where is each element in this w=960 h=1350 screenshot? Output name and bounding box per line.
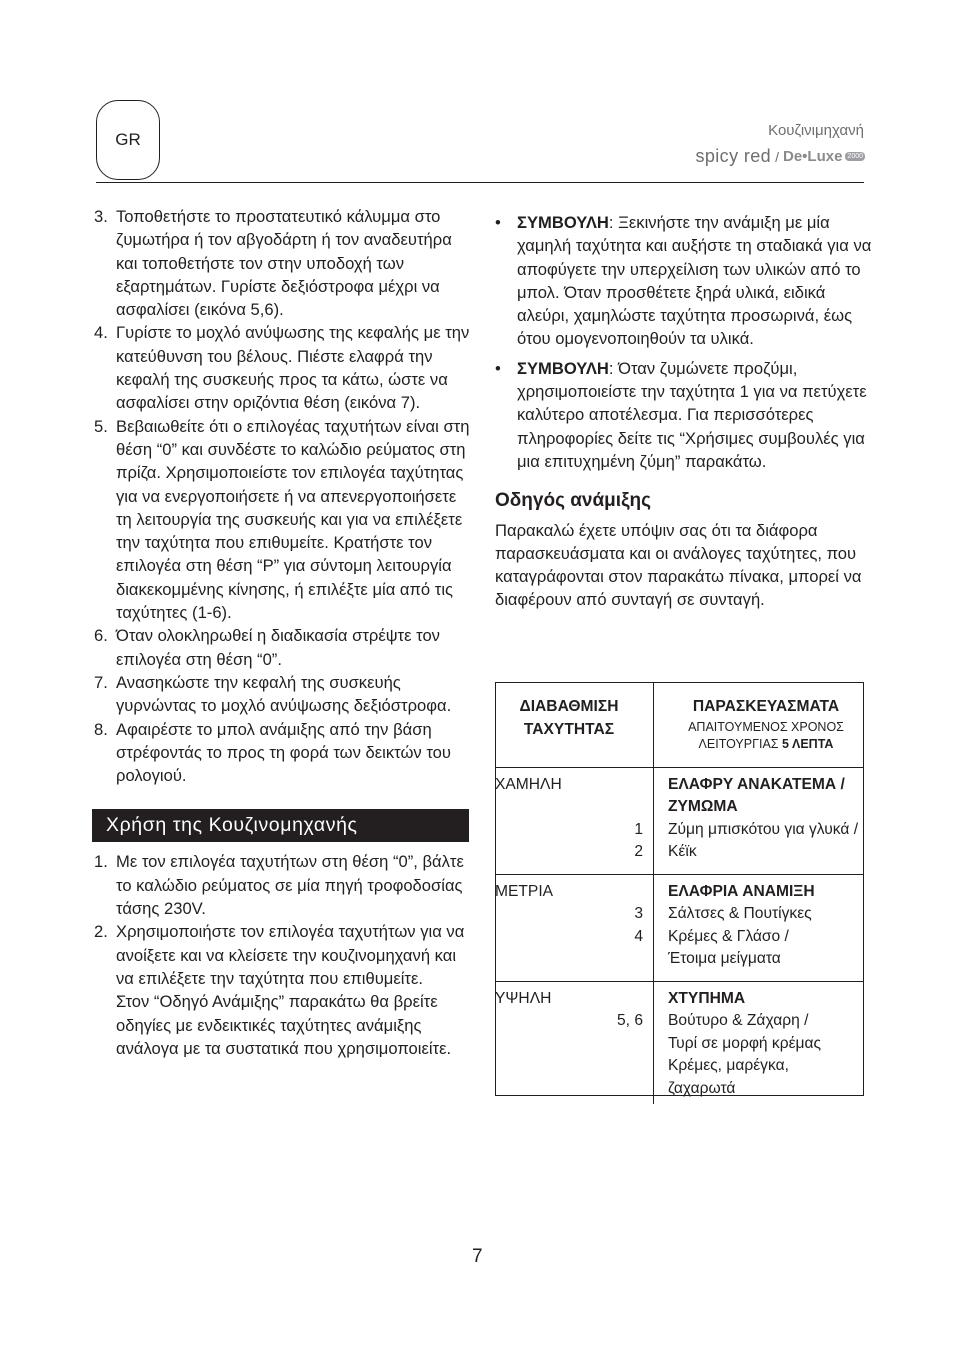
step-number: 1.: [94, 852, 108, 872]
speed-name: ΜΕΤΡΙΑ: [495, 874, 654, 903]
step-text: Με τον επιλογέα ταχυτήτων στη θέση “0”, βάλτε το καλώδιο ρεύματος σε μία πηγή τροφοδοσίας τάσης 230V.: [116, 852, 464, 919]
step-item: [94, 671, 474, 718]
step-text: Ανασηκώστε την κεφαλή της συσκευής γυρνώντας το μοχλό ανύψωσης δεξιόστροφα.: [116, 672, 452, 716]
tip-text: : Ξεκινήστε την ανάμιξη με μία χαμηλή ταχύτητα και αυξήστε τη σταδιακά για να αποφύγετε την υπερχείλιση των υλικών από το μπολ. Όταν προσθέτετε ξηρά υλικά, ειδικά αλεύρι, χαμηλώστε ταχύτητα προσωρινά, έως ότου ομογενοποιηθούν τα υλικά.: [517, 213, 872, 349]
step-number: 2.: [94, 922, 108, 942]
step-number: 8.: [94, 719, 108, 739]
step-number: 6.: [94, 626, 108, 646]
step-item: [94, 920, 474, 990]
speed-values: [495, 819, 654, 875]
tip-item: [495, 357, 875, 473]
tip-text: : Όταν ζυμώνετε προζύμι, χρησιμοποιείστε την ταχύτητα 1 για να πετύχετε καλύτερο αποτέλεσμα. Για περισσότερες πληροφορίες δείτε τις “Χρήσιμες συμβουλές για μια επιτυχημένη ζύμη” παρακάτω.: [517, 358, 867, 471]
table-row: [495, 903, 864, 981]
step-item: [94, 415, 474, 625]
step-text: Χρησιμοποιήστε τον επιλογέα ταχυτήτων για να ανοίξετε και να κλείσετε την κουζινομηχανή και να επιλέξετε την ταχύτητα που επιθυμείτε.: [116, 922, 465, 988]
step-item: [94, 850, 474, 920]
step-text: Στον “Οδηγό Ανάμιξης” παρακάτω θα βρείτε οδηγίες με ενδεικτικές ταχύτητες ανάμιξης ανάλογα με τα συστατικά που χρησιμοποιείτε.: [116, 992, 452, 1058]
header-divider: [96, 182, 864, 183]
language-badge: [96, 100, 160, 180]
speed-name: ΥΨΗΛΗ: [495, 981, 654, 1010]
bullet-icon: •: [495, 213, 501, 232]
usage-steps: [94, 850, 474, 1060]
left-column: [94, 205, 474, 1060]
table-header-row: [495, 682, 864, 767]
step-text: Βεβαιωθείτε ότι ο επιλογέας ταχυτήτων είναι στη θέση “0” και συνδέστε το καλώδιο ρεύματος στη πρίζα. Χρησιμοποιείστε τον επιλογέα ταχύτητας για να ενεργοποιήσετε ή να απενεργοποιήσετε τη λειτουργία της συσκευής και για να επιλέξετε την ταχύτητα που επιθυμείτε. Κρατήστε τον επιλογέα στη θέση “P” για σύντομη λειτουργία διακεκομμένης κίνησης, ή επιλέξτε μία από τις ταχύτητες (1-6).: [116, 416, 470, 623]
step-item: [94, 205, 474, 321]
speed-name: ΧΑΜΗΛΗ: [495, 767, 654, 819]
brand-separator: /: [775, 148, 779, 165]
speed-values: [495, 903, 654, 981]
prep-items: Ζύμη μπισκότου για γλυκά / Κέϊκ: [654, 819, 865, 875]
header-preparations: [654, 682, 865, 767]
header-prep-title: ΠΑΡΑΣΚΕΥΑΣΜΑΤΑ: [692, 698, 840, 715]
header-speed: ΔΙΑΒΑΘΜΙΣΗ ΤΑΧΥΤΗΤΑΣ: [495, 682, 654, 767]
mixing-guide-heading: Οδηγός ανάμιξης: [495, 490, 652, 512]
speed-number: 5, 6: [616, 1012, 643, 1029]
speed-number: 3 4: [634, 905, 643, 945]
step-item: [94, 718, 474, 788]
mixing-guide-table: [495, 682, 864, 1104]
brand-tag: 2000: [847, 153, 863, 160]
brand-model: spicy red: [695, 146, 772, 166]
step-number: 5.: [94, 416, 108, 436]
section-title-bar: Χρήση της Κουζινομηχανής: [92, 809, 469, 842]
table-row: [495, 767, 864, 819]
prep-items: Σάλτσες & Πουτίγκες Κρέμες & Γλάσο / Έτοιμα μείγματα: [654, 903, 865, 981]
brand-logo: [695, 146, 865, 167]
page-number: 7: [472, 1246, 483, 1267]
right-column: [495, 211, 875, 612]
prep-category: ΕΛΑΦΡΙΑ ΑΝΑΜΙΞΗ: [668, 882, 815, 900]
step-item: [94, 990, 474, 1060]
speed-values: [495, 1010, 654, 1104]
tip-item: [495, 211, 875, 351]
table-row: [495, 1010, 864, 1104]
step-text: Όταν ολοκληρωθεί η διαδικασία στρέψτε τον επιλογέα στη θέση “0”.: [116, 626, 440, 669]
mixing-guide-intro: Παρακαλώ έχετε υπόψιν σας ότι τα διάφορα παρασκευάσματα και οι ανάλογες ταχύτητες, που καταγράφονται στον παρακάτω πίνακα, μπορεί να διαφέρουν από συνταγή σε συνταγή.: [495, 520, 862, 610]
prep-category: ΕΛΑΦΡΥ ΑΝΑΚΑΤΕΜΑ / ΖΥΜΩΜΑ: [668, 775, 845, 815]
step-text: Γυρίστε το μοχλό ανύψωσης της κεφαλής με την κατεύθυνση του βέλους. Πιέστε ελαφρά την κεφαλή της συσκευής προς τα κάτω, ώστε να ασφαλίσει στην οριζόντια θέση (εικόνα 7).: [116, 323, 470, 413]
time-label: ΑΠΑΙΤΟΥΜΕΝΟΣ ΧΡΟΝΟΣ ΛΕΙΤΟΥΡΓΙΑΣ: [688, 719, 844, 751]
step-item: [94, 321, 474, 414]
step-text: Τοποθετήστε το προστατευτικό κάλυμμα στο ζυμωτήρα ή τον αβγοδάρτη ή τον αναδευτήρα και τοποθετήστε τον στην υποδοχή των εξαρτημάτων. Γυρίστε δεξιόστροφα μέχρι να ασφαλίσει (εικόνα 5,6).: [116, 207, 452, 320]
step-number: 4.: [94, 323, 108, 343]
brand-line: De•Luxe: [782, 148, 843, 165]
step-number: 7.: [94, 672, 108, 692]
header-category: Κουζινιμηχανή: [768, 122, 864, 139]
table-row: [495, 981, 864, 1010]
tip-label: ΣΥΜΒΟΥΛΗ: [517, 358, 609, 378]
speed-number: 1 2: [634, 820, 643, 860]
prep-items: Βούτυρο & Ζάχαρη / Τυρί σε μορφή κρέμας Κρέμες, μαρέγκα, ζαχαρωτά: [668, 1012, 822, 1097]
tip-label: ΣΥΜΒΟΥΛΗ: [517, 213, 609, 232]
assembly-steps: [94, 205, 474, 787]
header-time-label: [668, 719, 864, 753]
step-number: 3.: [94, 207, 108, 226]
step-item: [94, 624, 474, 671]
prep-category: ΧΤΥΠΗΜΑ: [668, 989, 746, 1007]
language-badge-label: GR: [115, 130, 141, 149]
time-value: 5 ΛΕΠΤΑ: [782, 736, 834, 751]
bullet-icon: •: [495, 358, 501, 378]
tips-list: [495, 211, 875, 473]
step-text: Αφαιρέστε το μπολ ανάμιξης από την βάση στρέφοντάς το προς τη φορά των δεικτών του ρολογιού.: [116, 719, 451, 786]
table-row: [495, 819, 864, 875]
table-row: [495, 874, 864, 903]
